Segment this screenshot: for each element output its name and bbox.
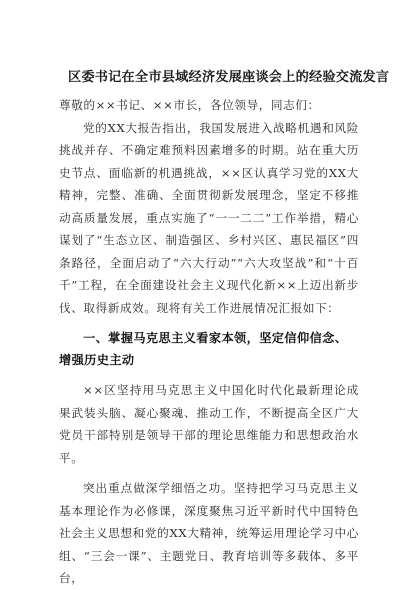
salutation: 尊敬的××书记、××市长，各位领导，同志们： — [59, 98, 320, 112]
document-body — [59, 94, 359, 590]
paragraph-2: ××区坚持用马克思主义中国化时代化最新理论成果武装头脑、凝心聚魂、推动工作，不断提高全区广大党员干部特别是领导干部的理论思维能力和思想政治水平。 — [59, 383, 359, 465]
document-title: 区委书记在全市县域经济发展座谈会上的经验交流发言 — [68, 70, 390, 85]
paragraph-1: 党的XX大报告指出，我国发展进入战略机遇和风险挑战并存、不确定难预料因素增多的时期。站在重大历史节点、面临新的机遇挑战，××区认真学习党的XX大精神，完整、准确、全面贯彻新发展理念，坚定不移推动高质量发展，重点实施了“一一二二”工作举措，精心谋划了“生态立区、制造强区、乡村兴区、惠民福区”四条路径，全面启动了“六大行动”“六大攻坚战”和“十百千”工程，在全面建设社会主义现代化新××上迈出新步伐、取得新成效。现将有关工作进展情况汇报如下： — [59, 120, 359, 315]
paragraph-3: 突出重点做深学细悟之功。坚持把学习马克思主义基本理论作为必修课，深度聚焦习近平新时代中国特色社会主义思想和党的XX大精神，统筹运用理论学习中心组、“三会一课”、主题党日、教育培训等多载体、多平台， — [59, 481, 359, 585]
section-heading-1: 一、掌握马克思主义看家本领，坚定信仰信念、增强历史主动 — [59, 331, 348, 367]
